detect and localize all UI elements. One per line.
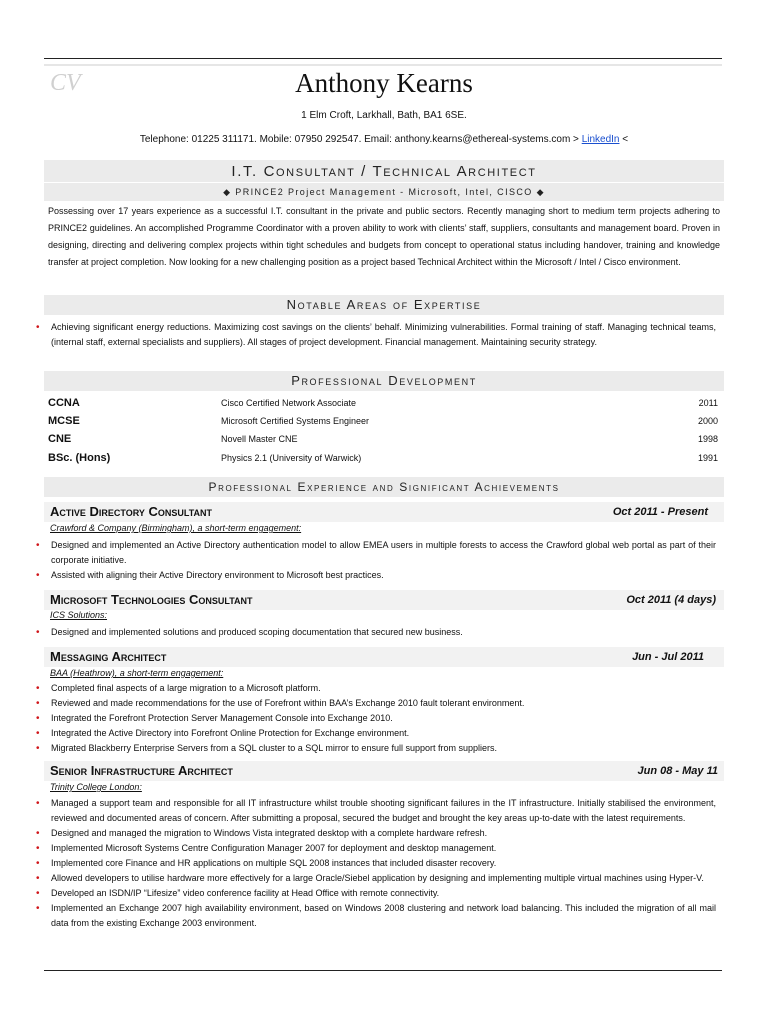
bullet-text: Designed and managed the migration to Windows Vista integrated desktop with a complete hardware refresh. (51, 828, 488, 838)
list-item (36, 625, 716, 640)
qualification-year: 1998 (697, 434, 718, 444)
qualification-code: BSc. (Hons) (48, 452, 111, 464)
list-item (36, 726, 716, 741)
list-item (36, 856, 716, 871)
bottom-rule (44, 970, 722, 971)
expertise-heading: Notable Areas of Expertise (44, 295, 724, 315)
bullet-text: Completed final aspects of a large migration to a Microsoft platform. (51, 683, 321, 693)
bullet-icon: • (36, 540, 40, 551)
bullet-text: Implemented core Finance and HR applications on multiple SQL 2008 instances that included disaster recovery. (51, 858, 497, 868)
qualification-desc: Microsoft Certified Systems Engineer (221, 416, 370, 426)
bullet-icon: • (36, 843, 40, 854)
job-dates: Oct 2011 - Present (612, 506, 708, 518)
bullet-icon: • (36, 322, 40, 333)
qualification-desc: Novell Master CNE (221, 434, 298, 444)
list-item (36, 901, 716, 931)
qualification-code: CCNA (48, 397, 80, 409)
qualification-row (48, 452, 718, 470)
list-item (36, 886, 716, 901)
job-title: Messaging Architect (50, 649, 167, 664)
bullet-text: Migrated Blackberry Enterprise Servers from a SQL cluster to a SQL mirror to ensure full support from suppliers. (51, 743, 497, 753)
list-item (36, 711, 716, 726)
candidate-name: Anthony Kearns (295, 68, 473, 98)
job-bullets (36, 538, 716, 583)
top-rule-shadow (44, 64, 722, 66)
expertise-list (36, 320, 716, 350)
experience-heading: Professional Experience and Significant Achievements (44, 477, 724, 497)
list-item (36, 568, 716, 583)
contact-line (0, 134, 768, 145)
bullet-text: Implemented an Exchange 2007 high availability environment, based on Windows 2008 clustering and network load balancing. This included the migration of all mail data from the existing Exchange 2003 environment. (51, 903, 716, 928)
job-title: Senior Infrastructure Architect (50, 763, 233, 778)
contact-suffix: < (619, 134, 629, 145)
bullet-text: Designed and implemented an Active Directory authentication model to allow EMEA users in multiple forests to access the Crawford global web portal as part of their corporate initiative. (51, 540, 716, 565)
job-title: Microsoft Technologies Consultant (50, 592, 253, 607)
job-company: BAA (Heathrow), a short-term engagement: (50, 668, 224, 678)
list-item (36, 696, 716, 711)
qualification-year: 1991 (697, 453, 718, 463)
job-bullets (36, 681, 716, 756)
list-item (36, 796, 716, 826)
job-company: ICS Solutions: (50, 610, 108, 620)
job-company: Crawford & Company (Birmingham), a short-term engagement: (50, 523, 302, 533)
bullet-icon: • (36, 903, 40, 914)
qualification-year: 2011 (698, 398, 718, 408)
qualification-desc: Cisco Certified Network Associate (221, 398, 357, 408)
qualification-row (48, 415, 718, 433)
job-header (44, 502, 724, 522)
job-bullets (36, 625, 716, 640)
bullet-text: Assisted with aligning their Active Directory environment to Microsoft best practices. (51, 570, 384, 580)
bullet-icon: • (36, 728, 40, 739)
address: 1 Elm Croft, Larkhall, Bath, BA1 6SE. (301, 110, 467, 121)
bullet-icon: • (36, 627, 40, 638)
job-dates: Jun 08 - May 11 (637, 765, 718, 777)
role-title: I.T. Consultant / Technical Architect (44, 160, 724, 182)
list-item (36, 741, 716, 756)
job-bullets (36, 796, 716, 931)
qualification-code: CNE (48, 433, 72, 445)
bullet-text: Developed an ISDN/IP “Lifesize” video conference facility at Head Office with remote connectivity. (51, 888, 440, 898)
bullet-icon: • (36, 743, 40, 754)
bullet-text: Reviewed and made recommendations for the use of Forefront within BAA’s Exchange 2010 fault tolerant environment. (51, 698, 525, 708)
list-item (36, 681, 716, 696)
list-item (36, 826, 716, 841)
list-item (36, 841, 716, 856)
bullet-text: Integrated the Active Directory into Forefront Online Protection for Exchange environment. (51, 728, 410, 738)
job-dates: Jun - Jul 2011 (632, 651, 704, 663)
bullet-icon: • (36, 683, 40, 694)
bullet-icon: • (36, 698, 40, 709)
bullet-icon: • (36, 828, 40, 839)
list-item (36, 538, 716, 568)
role-subtitle: ◆ PRINCE2 Project Management - Microsoft, Intel, CISCO ◆ (44, 183, 724, 201)
linkedin-link[interactable]: LinkedIn (581, 134, 620, 145)
bullet-text: Designed and implemented solutions and produced scoping documentation that secured new business. (51, 627, 463, 637)
bullet-icon: • (36, 798, 40, 809)
job-dates: Oct 2011 (4 days) (626, 594, 716, 606)
bullet-text: Allowed developers to utilise hardware more effectively for a large Oracle/Siebel application by designing and implementing multiple virtual machines using Hyper-V. (51, 873, 704, 883)
job-header (44, 761, 724, 781)
bullet-icon: • (36, 873, 40, 884)
qualification-code: MCSE (48, 415, 80, 427)
development-heading: Professional Development (44, 371, 724, 391)
job-title: Active Directory Consultant (50, 504, 213, 519)
bullet-text: Managed a support team and responsible for all IT infrastructure whilst trouble shooting significant failures in the IT infrastructure. Initially stabilised the environment, reviewed and documented areas of concern. After submitting a proposal, secured the budget and brought the key areas up-to-date with the latest requirements. (51, 798, 716, 823)
list-item (36, 320, 716, 350)
bullet-icon: • (36, 858, 40, 869)
job-header (44, 590, 724, 610)
contact-details: Telephone: 01225 311171. Mobile: 07950 292547. Email: anthony.kearns@ethereal-systems.com > (139, 134, 582, 145)
expertise-text: Achieving significant energy reductions. Maximizing cost savings on the clients’ behalf. Minimizing vulnerabilities. Formal training of staff. Managing technical teams, (internal staff, external specialists and suppliers). All stages of project development. Financial management. Maintaining security strategy. (51, 322, 716, 347)
qualification-row (48, 433, 718, 451)
bullet-icon: • (36, 570, 40, 581)
qualification-desc: Physics 2.1 (University of Warwick) (221, 453, 362, 463)
bullet-text: Integrated the Forefront Protection Server Management Console into Exchange 2010. (51, 713, 393, 723)
bullet-icon: • (36, 713, 40, 724)
bullet-icon: • (36, 888, 40, 899)
cv-watermark: CV (50, 70, 81, 96)
bullet-text: Implemented Microsoft Systems Centre Configuration Manager 2007 for deployment and desktop management. (51, 843, 497, 853)
qualification-year: 2000 (697, 416, 718, 426)
list-item (36, 871, 716, 886)
qualification-row (48, 397, 718, 415)
job-company: Trinity College London: (50, 782, 142, 792)
job-header (44, 647, 724, 667)
summary-paragraph: Possessing over 17 years experience as a successful I.T. consultant in the private and public sectors. Recently managing short to medium term projects adhering to PRINCE2 guidelines. An accomplished Programme Coordinator with a proven ability to work with clients’ staff, suppliers, consultants and management board. Proven in designing, directing and delivering complex projects within tight schedules and budgets from concept to operational status including handover, training and knowledge transfer at project completion. Now looking for a new challenging position as a project based Technical Architect within the Microsoft / Intel / Cisco environment. (48, 206, 720, 267)
top-rule (44, 58, 722, 59)
